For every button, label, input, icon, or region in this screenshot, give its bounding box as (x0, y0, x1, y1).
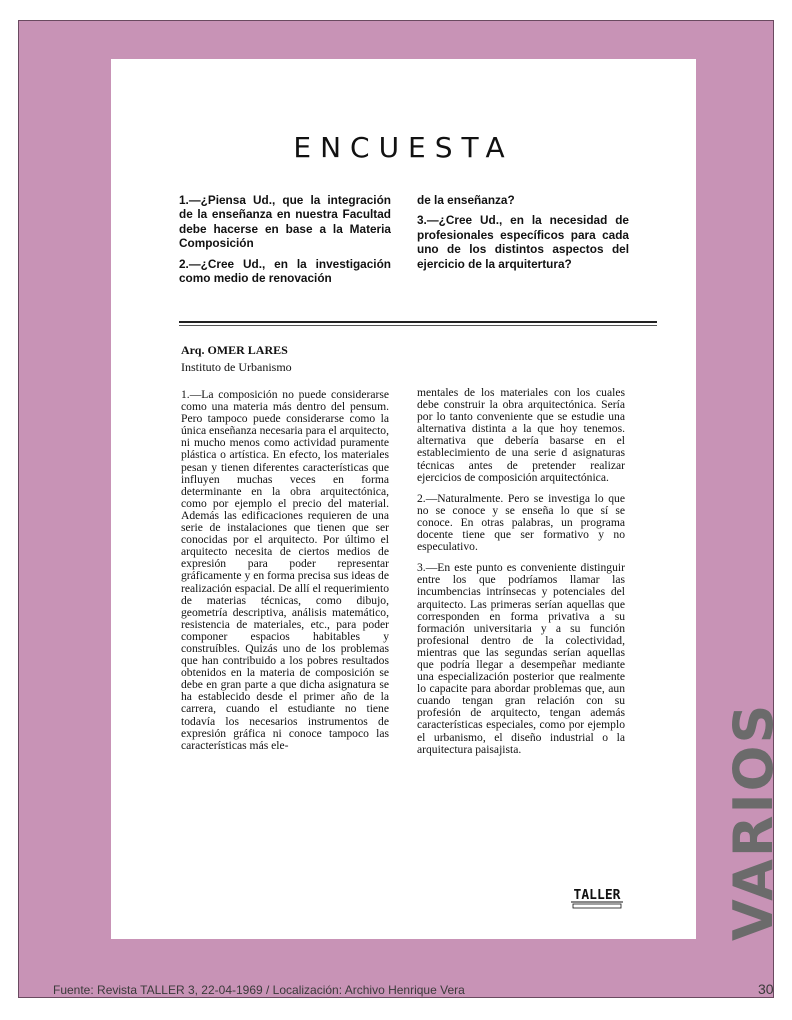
section-label: VARIOS (722, 702, 785, 941)
page-title: ENCUESTA (293, 131, 514, 164)
question-2-continued: de la enseñanza? (417, 193, 515, 207)
taller-logo-text: TALLER (573, 888, 621, 903)
page-number: 30 (758, 981, 774, 997)
questions-right-column (417, 193, 629, 277)
question-2: 2.—¿Cree Ud., en la investigación como medio de renovación (179, 256, 391, 286)
footer-source: Fuente: Revista TALLER 3, 22-04-1969 / Localización: Archivo Henrique Vera (53, 983, 465, 997)
answer-left-column (181, 389, 389, 761)
answer-3: 3.—En este punto es conveniente distinguir entre los que podríamos llamar las incumbencias intrínsecas y potenciales del arquitecto. Las primeras serían aquellas que corresponden en forma privativa a su formación universitaria y a su función profesional dentro de la colectividad, mientras que las segundas serían aquellas que podría llegar a desempeñar mediante una especialización posterior que realmente lo capacite para abordar problemas que, aun cuando tengan gran relación con su profesión de arquitecto, tengan además características especiales, como por ejemplo el urbanismo, el diseño industrial o la arquitectura paisajista. (417, 561, 625, 756)
scanned-page (111, 59, 696, 939)
page-frame (18, 20, 785, 998)
taller-logo (569, 885, 625, 911)
divider-line-thin (179, 325, 657, 326)
answer-1: 1.—La composición no puede considerarse como una materia más dentro del pensum. Pero tampoco puede considerarse como la única enseñanza necesaria para el arquitecto, ni mucho menos como actividad puramente plástica o artística. En efecto, los materiales pesan y tienen diferentes características que influyen muchas veces en forma determinante en la obra arquitectónica, como por ejemplo el precio del material. Además las edificaciones requieren de una serie de instalaciones que tienen que ser conocidas por el arquitecto. Por último el arquitecto necesita de ciertos medios de expresión para poder representar gráficamente y en forma precisa sus ideas de realización espacial. De allí el requerimiento de materias técnicas, como dibujo, geometría descriptiva, análisis matemático, resistencia de materiales, etc., para poder componer espacios habitables y construíbles. Quizás uno de los problemas que han contribuido a los pobres resultados obtenidos en la materia de composición se debe en gran parte a que dicha asignatura se ha establecido desde el primer año de la carrera, cuando el estudiante no tiene todavía los necesarios instrumentos de expresión gráfica ni conoce tampoco las características más ele- (181, 388, 389, 752)
divider-line (179, 321, 657, 323)
question-1: 1.—¿Piensa Ud., que la integración de la enseñanza en nuestra Facultad debe hacerse en base a la Materia Composición (179, 193, 391, 251)
author-institution: Instituto de Urbanismo (181, 360, 292, 374)
question-3: 3.—¿Cree Ud., en la necesidad de profesionales específicos para cada uno de los distintos aspectos del ejercicio de la arquitertura? (417, 213, 629, 271)
author-block (181, 342, 292, 376)
questions-left-column (179, 193, 391, 291)
author-name: Arq. OMER LARES (181, 343, 288, 357)
answer-2: 2.—Naturalmente. Pero se investiga lo que no se conoce y se enseña lo que sí se conoce. En otras palabras, un programa docente tiene que ser formativo y no especulativo. (417, 491, 625, 554)
answer-1-continued: mentales de los materiales con los cuales debe construir la obra arquitectónica. Sería por lo tanto conveniente que se estudie una alternativa distinta a la que hoy tenemos. alternativa que debería basarse en el establecimiento de una serie d asignaturas técnicas antes de pretender realizar ejercicios de composición arquitectónica. (417, 386, 625, 484)
answer-right-column (417, 387, 625, 765)
